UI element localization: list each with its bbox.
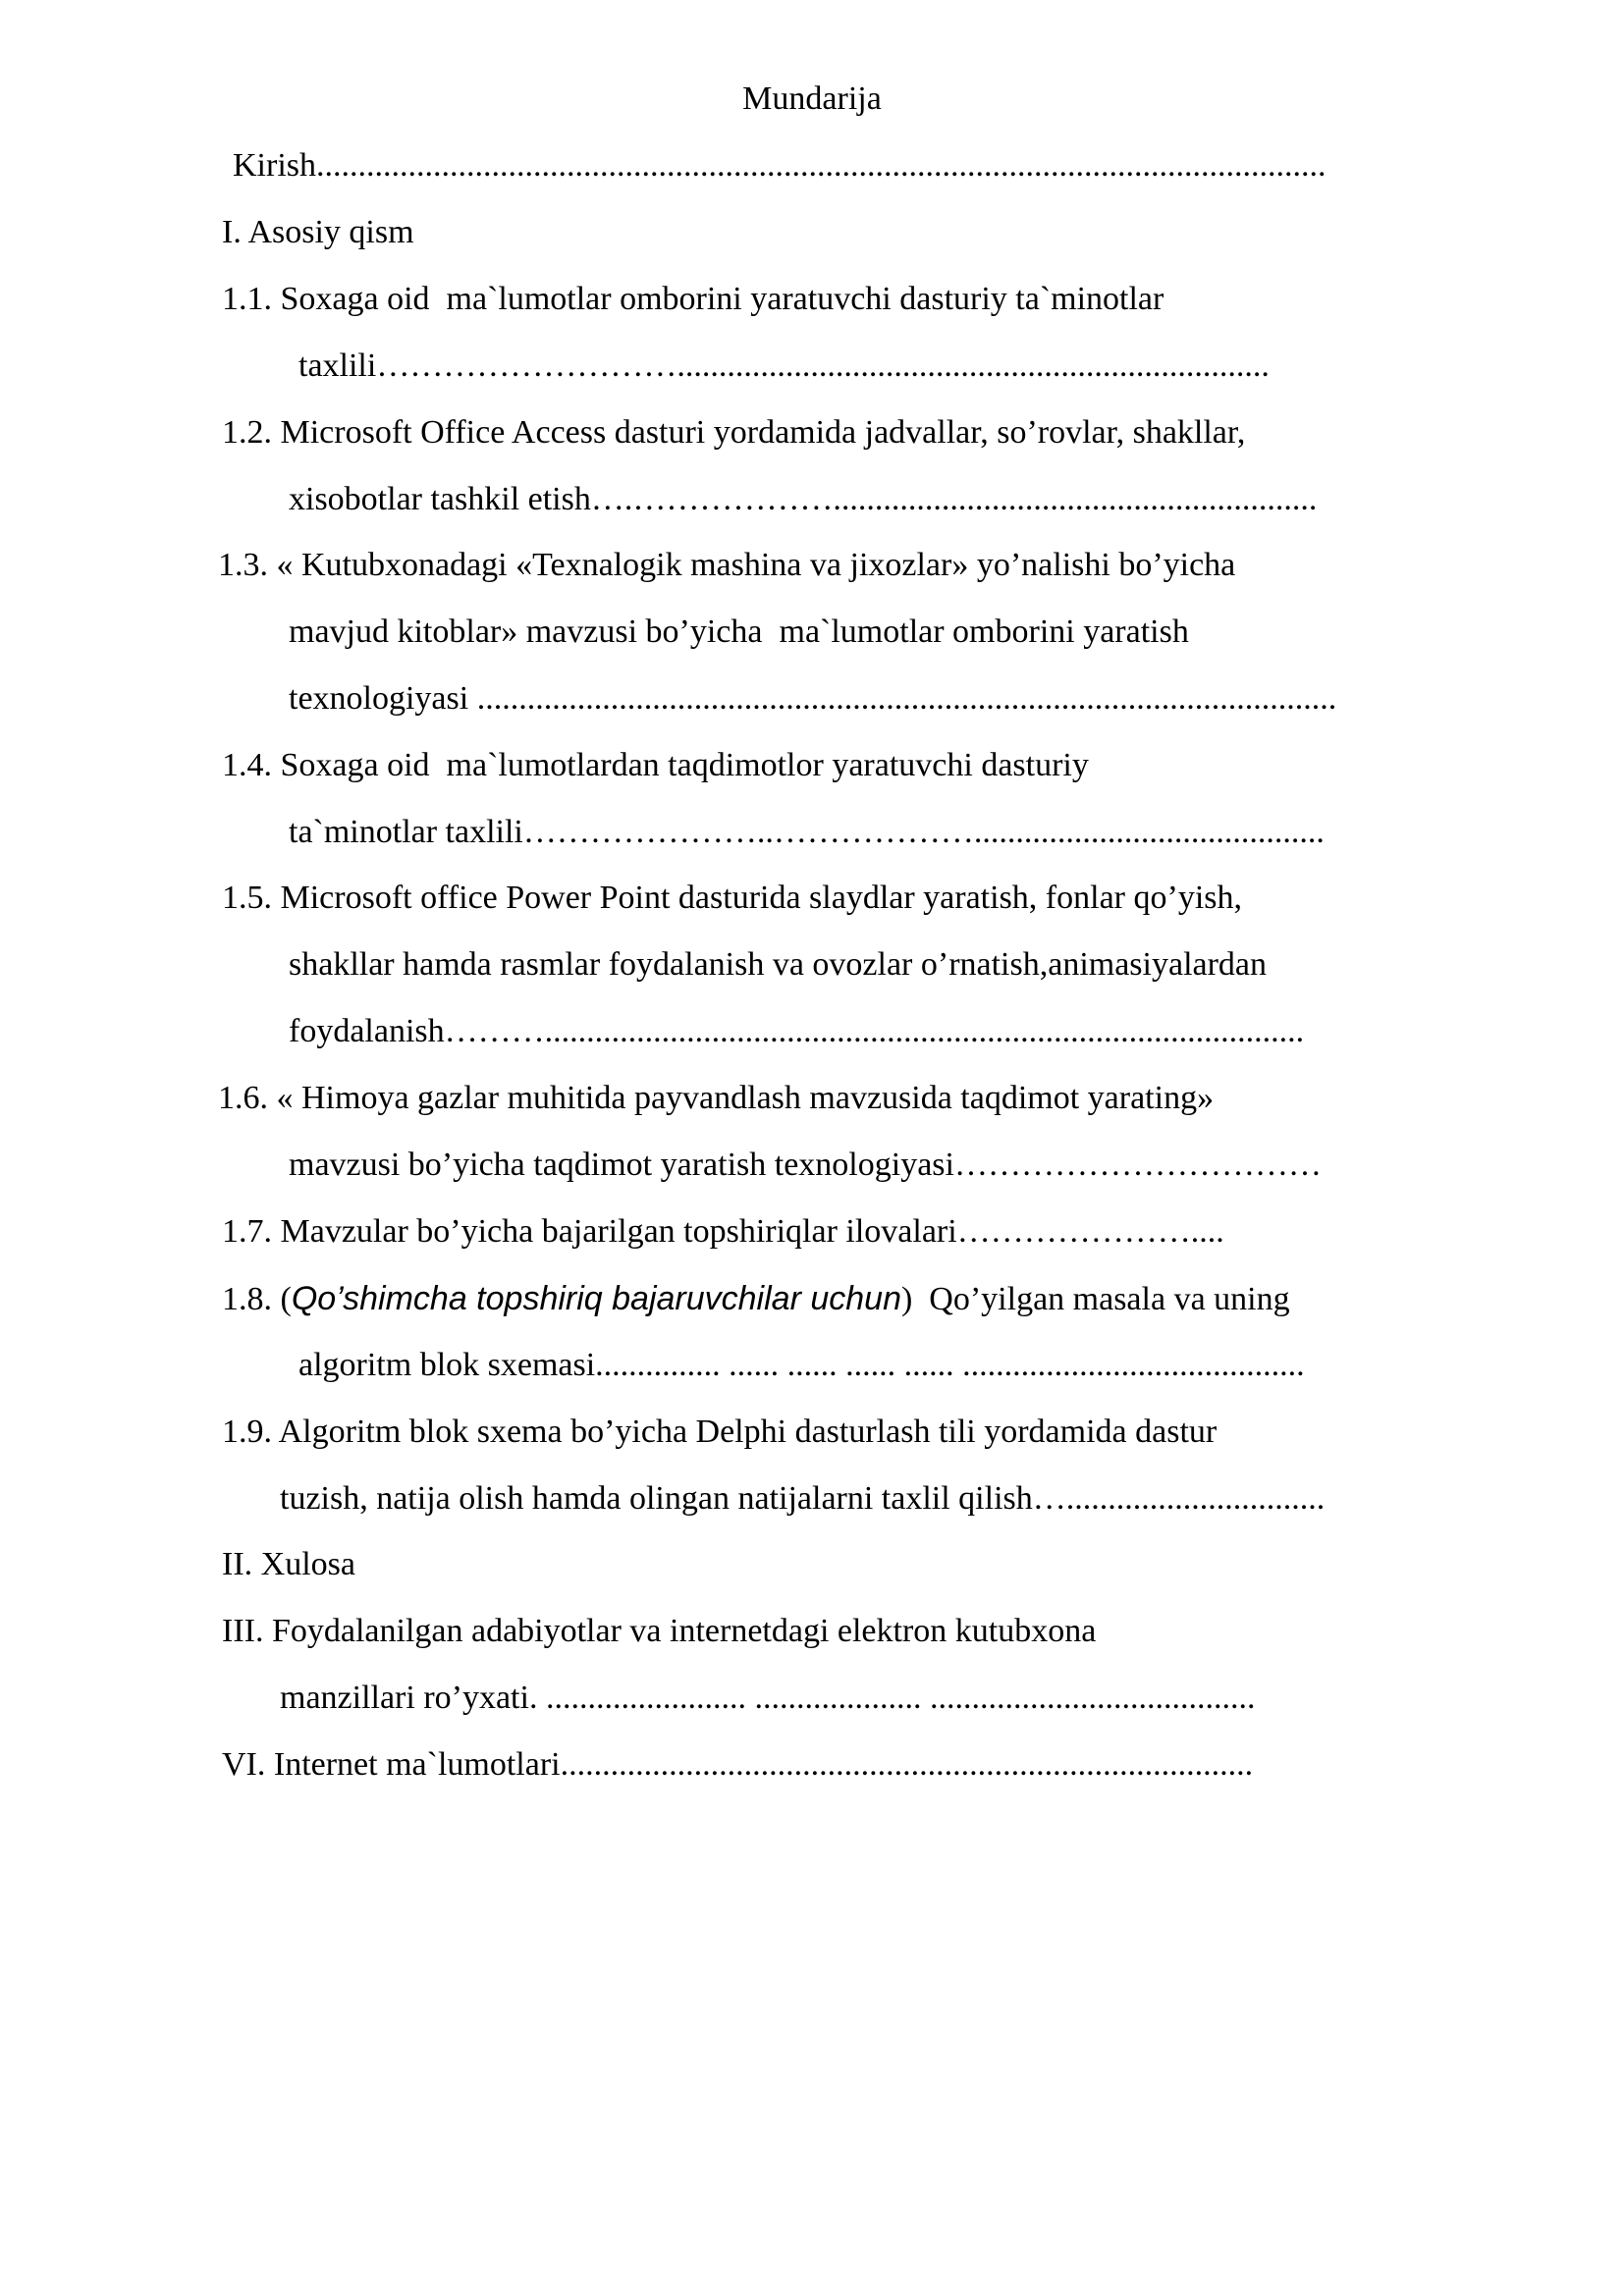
toc-adabiyotlar-line2: manzillari ro’yxati. ........................ .................... ....................................... xyxy=(280,1680,1256,1716)
toc-item-1-7: 1.7. Mavzular bo’yicha bajarilgan topshiriqlar ilovalari………………….... xyxy=(222,1213,1224,1250)
toc-item-1-3-line1: 1.3. « Kutubxonadagi «Texnalogik mashina va jixozlar» yo’nalishi bo’yicha xyxy=(218,547,1236,583)
toc-item-1-2-line1: 1.2. Microsoft Office Access dasturi yordamida jadvallar, so’rovlar, shakllar, xyxy=(222,414,1246,451)
toc-asosiy-qism: I. Asosiy qism xyxy=(222,214,414,250)
toc-item-1-8-italic-note: Qo’shimcha topshiriq bajaruvchilar uchun xyxy=(291,1280,901,1317)
toc-item-1-6-line2: mavzusi bo’yicha taqdimot yaratish texnologiyasi…………………………… xyxy=(289,1147,1322,1183)
toc-internet: VI. Internet ma`lumotlari................................................................................... xyxy=(222,1746,1254,1783)
page-title: Mundarija xyxy=(742,80,882,117)
toc-adabiyotlar-line1: III. Foydalanilgan adabiyotlar va internetdagi elektron kutubxona xyxy=(222,1613,1097,1649)
toc-item-1-9-line2: tuzish, natija olish hamda olingan natijalarni taxlil qilish…............................... xyxy=(280,1480,1326,1517)
toc-item-1-4-line1: 1.4. Soxaga oid ma`lumotlardan taqdimotlor yaratuvchi dasturiy xyxy=(222,747,1089,783)
toc-item-1-5-line2: shakllar hamda rasmlar foydalanish va ovozlar o’rnatish,animasiyalardan xyxy=(289,946,1268,983)
toc-item-1-8-line1 xyxy=(222,1282,1290,1316)
toc-item-1-3-line2: mavjud kitoblar» mavzusi bo’yicha ma`lumotlar omborini yaratish xyxy=(289,614,1189,650)
toc-item-1-5-line1: 1.5. Microsoft office Power Point dasturida slaydlar yaratish, fonlar qo’yish, xyxy=(222,880,1242,916)
toc-item-1-9-line1: 1.9. Algoritm blok sxema bo’yicha Delphi dasturlash tili yordamida dastur xyxy=(222,1414,1218,1450)
toc-kirish: Kirish......................................................................................................................... xyxy=(233,147,1326,184)
toc-item-1-1-line1: 1.1. Soxaga oid ma`lumotlar omborini yaratuvchi dasturiy ta`minotlar xyxy=(222,281,1164,317)
toc-item-1-8-prefix: 1.8. ( xyxy=(222,1281,292,1317)
toc-item-1-3-line3: texnologiyasi ....................................................................................................... xyxy=(289,680,1337,717)
toc-item-1-4-line2: ta`minotlar taxlili…………………..……………….......................................... xyxy=(289,814,1325,850)
toc-xulosa: II. Xulosa xyxy=(222,1546,355,1582)
toc-item-1-1-line2: taxlili………………………....................................................................... xyxy=(298,347,1270,384)
toc-item-1-8-suffix: ) Qo’yilgan masala va uning xyxy=(900,1281,1290,1317)
toc-item-1-6-line1: 1.6. « Himoya gazlar muhitida payvandlash mavzusida taqdimot yarating» xyxy=(218,1080,1215,1116)
toc-item-1-2-line2: xisobotlar tashkil etish….……………….......................................................... xyxy=(289,481,1318,517)
toc-item-1-5-line3: foydalanish………........................................................................................... xyxy=(289,1013,1305,1049)
toc-item-1-8-line2: algoritm blok sxemasi............... ...... ...... ...... ...... ......................................... xyxy=(298,1347,1305,1383)
